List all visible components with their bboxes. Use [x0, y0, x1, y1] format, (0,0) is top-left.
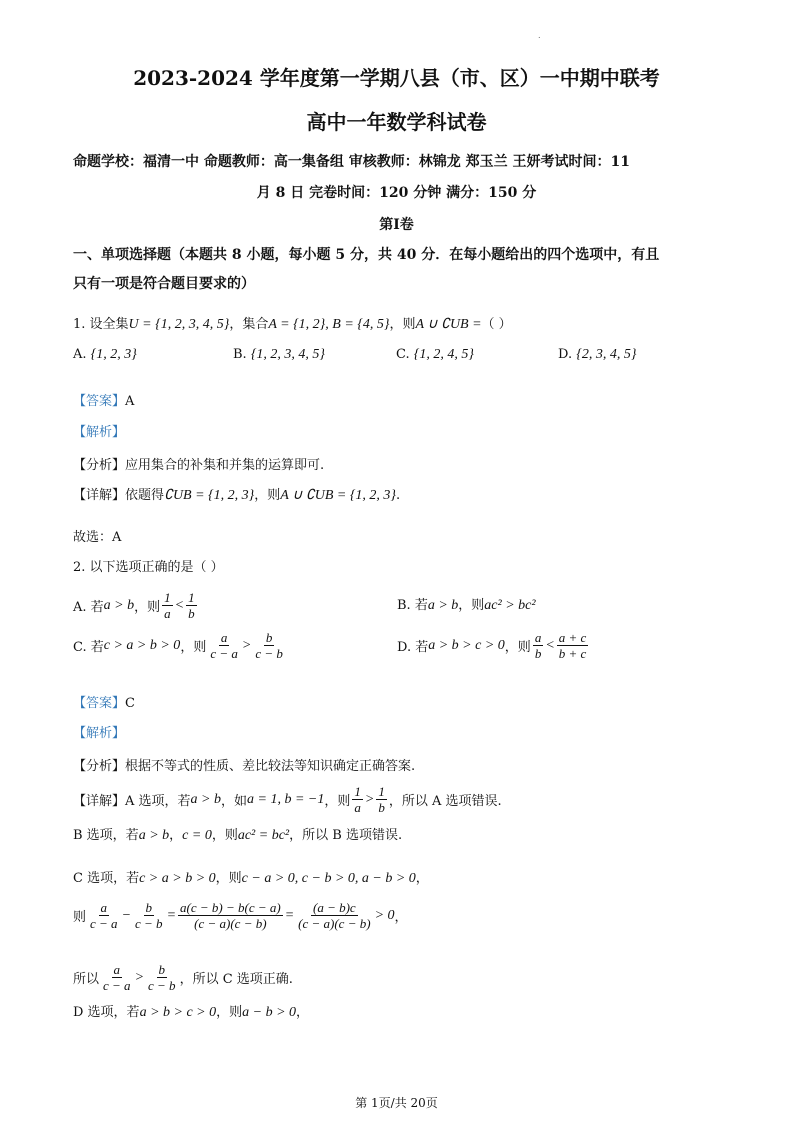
detail-math: ac² = bc² [237, 828, 290, 843]
q2-detail-d [73, 1001, 309, 1021]
xiangjie-tag: 【详解】 [73, 488, 126, 503]
numerator: 1 [164, 590, 171, 605]
answer-value: A [125, 394, 135, 409]
option-label: B. 若 [397, 598, 428, 613]
q1-conclusion: 故选：A [73, 530, 122, 545]
numerator: 1 [354, 784, 361, 799]
fraction [533, 630, 544, 661]
denominator: c − b [255, 646, 283, 661]
detail-text: ，则 [216, 1005, 243, 1020]
denominator: c − b [135, 916, 163, 931]
xiangjie-tag: 【详解】 [73, 794, 126, 809]
denominator: a [354, 800, 361, 815]
option-condition: a > b [103, 597, 135, 613]
q1-option-c [396, 347, 474, 363]
q2-option-d [397, 630, 590, 661]
q1-option-a [73, 347, 137, 363]
q1-fenxi [73, 454, 324, 473]
detail-text: ，所以 A 选项错误. [388, 794, 502, 809]
q1-mid-text: ，集合 [229, 317, 269, 332]
volume-heading: 第Ⅰ卷 [379, 217, 414, 233]
q2-option-a [73, 590, 199, 621]
q2-option-b [397, 594, 536, 614]
q1-option-b [233, 347, 325, 363]
numerator: a [100, 900, 108, 915]
xj-expression: ∁UB = {1, 2, 3} [164, 488, 255, 503]
exam-info-line2: 月 8 日 完卷时间：120 分钟 满分：150 分 [256, 185, 537, 201]
numerator: a [220, 630, 228, 645]
detail-math: a − b > 0 [242, 1005, 297, 1020]
operator: = [166, 907, 177, 923]
fraction [557, 630, 589, 661]
fenxi-text: 应用集合的补集和并集的运算即可. [125, 458, 325, 473]
q2-detail-b [73, 824, 402, 844]
option-then: ，则 [458, 598, 485, 613]
numerator: 1 [188, 590, 195, 605]
denominator: (c − a)(c − b) [194, 916, 267, 931]
detail-text: 则 [73, 910, 87, 925]
q2-detail-c-derivation [73, 900, 408, 931]
denominator: c − a [210, 646, 238, 661]
detail-text: ，则 [324, 794, 351, 809]
q2-analysis-tag: 【解析】 [73, 726, 126, 741]
denominator: (c − a)(c − b) [298, 916, 371, 931]
fenxi-text: 根据不等式的性质、差比较法等知识确定正确答案. [125, 759, 416, 774]
option-label: B. [233, 347, 247, 362]
option-then: ，则 [180, 640, 207, 655]
option-then: ，则 [504, 640, 531, 655]
option-conclusion: ac² > bc² [484, 598, 536, 613]
denominator: a [164, 606, 171, 621]
exam-subtitle: 高中一年数学科试卷 [306, 110, 487, 134]
answer-tag: 【答案】 [73, 696, 126, 711]
relation: < [174, 597, 185, 613]
detail-text: ，所以 B 选项错误. [289, 828, 403, 843]
denominator: c − a [90, 916, 118, 931]
option-label: A. 若 [73, 600, 104, 615]
numerator: a [113, 962, 121, 977]
q1-expression: A ∪ ∁UB = [415, 317, 482, 332]
q1-prefix: 1. 设全集 [73, 317, 129, 332]
scan-dot: . [538, 31, 541, 40]
numerator: 1 [378, 784, 385, 799]
detail-math: a > b [138, 828, 170, 843]
section-heading-line1: 一、单项选择题（本题共 8 小题，每小题 5 分，共 40 分．在每小题给出的四个选项中，有且 [73, 247, 660, 263]
fraction [88, 900, 120, 931]
numerator: b [158, 962, 166, 977]
fraction [133, 900, 165, 931]
q1-sets-ab: A = {1, 2}, B = {4, 5} [268, 317, 390, 332]
answer-tag: 【答案】 [73, 394, 126, 409]
fenxi-tag: 【分析】 [73, 759, 126, 774]
operator: − [121, 907, 132, 923]
detail-math: c − a > 0, c − b > 0, a − b > 0 [241, 871, 416, 886]
relation: > [241, 637, 252, 653]
numerator: b [265, 630, 273, 645]
xj-text: 依题得 [125, 488, 165, 503]
operator: = [284, 907, 295, 923]
detail-math: a > b > c > 0 [139, 1005, 217, 1020]
numerator: a + c [558, 630, 587, 645]
detail-math: a > b [190, 791, 221, 807]
detail-text: ，则 [211, 828, 238, 843]
detail-text: ， [296, 1005, 310, 1020]
fraction [178, 900, 283, 931]
numerator: a [534, 630, 542, 645]
exam-title: 2023-2024 学年度第一学期八县（市、区）一中期中联考 [133, 66, 660, 90]
detail-text: ， [394, 910, 408, 925]
page-footer: 第 1页/共 20页 [355, 1096, 438, 1110]
denominator: b [188, 606, 195, 621]
q2-fenxi [73, 755, 415, 774]
q1-analysis-tag: 【解析】 [73, 425, 126, 440]
option-value: {1, 2, 4, 5} [413, 347, 474, 362]
xj-text: . [396, 488, 401, 503]
option-condition: c > a > b > 0 [103, 637, 181, 653]
option-value: {1, 2, 3} [90, 347, 137, 362]
q2-detail-c [73, 867, 429, 887]
q2-stem: 2. 以下选项正确的是（ ） [73, 560, 224, 575]
q1-stem [73, 313, 512, 333]
denominator: b [378, 800, 385, 815]
fraction [296, 900, 372, 931]
q2-option-c [73, 630, 287, 661]
option-label: C. [396, 347, 410, 362]
option-then: ，则 [134, 600, 161, 615]
q1-universal-set: U = {1, 2, 3, 4, 5} [128, 317, 230, 332]
relation: > [364, 791, 375, 807]
answer-value: C [125, 696, 135, 711]
detail-text: ，则 [215, 871, 242, 886]
option-value: {2, 3, 4, 5} [576, 347, 637, 362]
numerator: b [145, 900, 153, 915]
detail-text: ， [169, 828, 183, 843]
q1-answer [73, 390, 134, 409]
denominator: c − b [148, 978, 176, 993]
option-label: C. 若 [73, 640, 104, 655]
q1-option-d [558, 347, 636, 363]
detail-text: C 选项，若 [73, 871, 140, 886]
denominator: c − a [103, 978, 131, 993]
section-heading-line2: 只有一项是符合题目要求的） [73, 276, 255, 292]
option-value: {1, 2, 3, 4, 5} [250, 347, 326, 362]
fraction [376, 784, 387, 815]
q2-detail-c-conclusion [73, 962, 293, 993]
fraction [352, 784, 363, 815]
detail-text: ，如 [221, 794, 248, 809]
fraction [101, 962, 133, 993]
option-condition: a > b [427, 598, 459, 613]
option-condition: a > b > c > 0 [428, 637, 505, 653]
numerator: a(c − b) − b(c − a) [180, 900, 281, 915]
denominator: b + c [558, 646, 587, 661]
xj-expression: A ∪ ∁UB = {1, 2, 3} [280, 488, 397, 503]
detail-text: ，所以 C 选项正确. [179, 972, 293, 987]
fraction [146, 962, 178, 993]
fenxi-tag: 【分析】 [73, 458, 126, 473]
q1-xiangjie [73, 484, 400, 504]
xj-text: ，则 [254, 488, 281, 503]
exam-info-line1: 命题学校：福清一中 命题教师：高一集备组 审核教师：林锦龙 郑玉兰 王妍考试时间：11 [73, 154, 630, 170]
detail-math: a = 1, b = −1 [247, 791, 325, 807]
detail-math: c > a > b > 0 [139, 871, 216, 886]
relation: > [134, 969, 145, 985]
detail-text: D 选项，若 [73, 1005, 140, 1020]
detail-text: ， [415, 871, 429, 886]
operator: > 0 [374, 907, 395, 923]
relation: < [545, 637, 555, 653]
option-label: D. [558, 347, 573, 362]
detail-math: c = 0 [182, 828, 212, 843]
numerator: (a − b)c [313, 900, 356, 915]
option-label: A. [73, 347, 87, 362]
detail-text: B 选项，若 [73, 828, 139, 843]
detail-text: A 选项，若 [125, 794, 191, 809]
fraction [162, 590, 173, 621]
option-label: D. 若 [397, 640, 429, 655]
detail-text: 所以 [73, 972, 100, 987]
fraction [186, 590, 197, 621]
q1-then-text: ，则 [389, 317, 416, 332]
q2-detail-a [73, 784, 502, 815]
fraction [208, 630, 240, 661]
denominator: b [534, 646, 542, 661]
q2-answer [73, 692, 135, 711]
q1-paren: （ ） [481, 317, 512, 332]
fraction [253, 630, 285, 661]
